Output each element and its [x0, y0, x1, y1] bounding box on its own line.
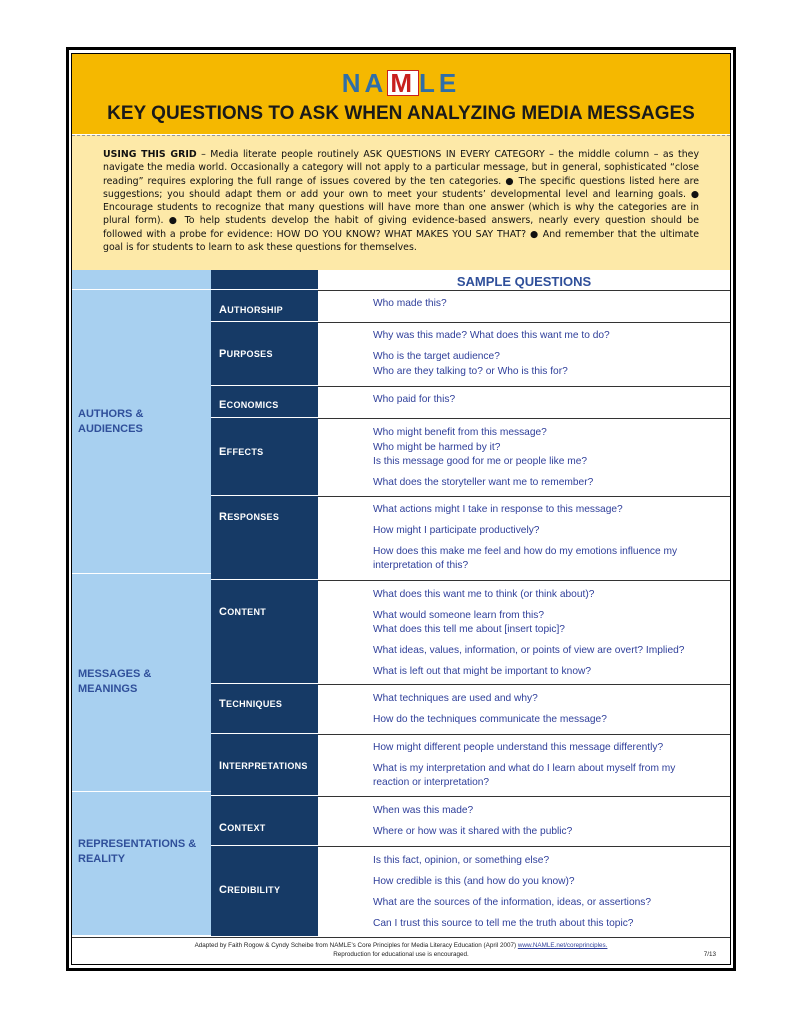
question: What ideas, values, information, or points of view are overt? Implied? — [373, 645, 685, 656]
question: interpretation of this? — [373, 560, 469, 571]
subcategory-purposes: PURPOSES — [211, 322, 318, 386]
category-messages-meanings: MESSAGES & MEANINGS — [72, 574, 211, 792]
question: What would someone learn from this? — [373, 610, 545, 621]
subcategory-techniques: TECHNIQUES — [211, 684, 318, 734]
questions-context — [318, 796, 730, 846]
intro-box — [72, 135, 730, 270]
subcategory-authorship: AUTHORSHIP — [211, 290, 318, 322]
questions-responses — [318, 496, 730, 580]
subcategory-column — [211, 270, 318, 936]
question: Who is the target audience? — [373, 351, 500, 362]
question: Who might be harmed by it? — [373, 442, 501, 453]
header — [72, 54, 730, 134]
category-header-spacer — [72, 270, 211, 290]
question: What are the sources of the information, ideas, or assertions? — [373, 897, 652, 908]
questions-effects — [318, 418, 730, 496]
question: What does this want me to think (or think about)? — [373, 589, 595, 600]
subcategory-interpretations: INTERPRETATIONS — [211, 734, 318, 796]
namle-logo: NA M LE — [341, 68, 461, 98]
question: What does this tell me about [insert topic]? — [373, 624, 565, 635]
question: reaction or interpretation? — [373, 777, 490, 788]
question: What is my interpretation and what do I learn about myself from my — [373, 763, 676, 774]
page-number: 7/13 — [703, 951, 716, 958]
page-title: KEY QUESTIONS TO ASK WHEN ANALYZING MEDIA MESSAGES — [107, 103, 695, 124]
question: What actions might I take in response to this message? — [373, 504, 623, 515]
question: Is this fact, opinion, or something else? — [373, 855, 550, 866]
question: Is this message good for me or people like me? — [373, 456, 588, 467]
page — [71, 53, 731, 965]
category-column — [72, 270, 211, 936]
question: What techniques are used and why? — [373, 693, 538, 704]
subcategory-economics: ECONOMICS — [211, 386, 318, 418]
core-principles-link[interactable]: www.NAMLE.net/coreprinciples. — [517, 942, 608, 949]
footer-credit: Adapted by Faith Rogow & Cyndy Scheibe from NAMLE’s Core Principles for Media Literacy Education (April 2007) www.NAMLE.net/coreprinciples. — [194, 942, 608, 949]
questions-interpretations — [318, 734, 730, 796]
subcategory-content: CONTENT — [211, 580, 318, 684]
question: How credible is this (and how do you know)? — [373, 876, 575, 887]
question: Who made this? — [373, 298, 447, 309]
question: Who paid for this? — [373, 394, 456, 405]
question: Who might benefit from this message? — [373, 427, 547, 438]
subcategory-effects: EFFECTS — [211, 418, 318, 496]
question: How might different people understand this message differently? — [373, 742, 664, 753]
footer-reproduction: Reproduction for educational use is encouraged. — [333, 951, 469, 958]
subcategory-context: CONTEXT — [211, 796, 318, 846]
question: What is left out that might be important to know? — [373, 666, 592, 677]
category-representations-reality: REPRESENTATIONS & REALITY — [72, 792, 211, 936]
questions-purposes — [318, 322, 730, 386]
intro-text: USING THIS GRID – Media literate people routinely ASK QUESTIONS IN EVERY CATEGORY – the middle column – as they navigate the media world. Occasionally a category will not apply to a particular message, but in general, sophisticated “close reading” requires exploring the full range of issues covered by the ten categories. ● The specific questions listed here are suggestions; you should adapt them or add your own to meet your students’ developmental level and learning goals. ● Encourage students to recognize that many questions will have more than one answer (which is why the categories are in plural form). ● To help students develop the habit of giving evidence-based answers, nearly every question should be followed with a probe for evidence: HOW DO YOU KNOW? WHAT MAKES YOU SAY THAT? ● And remember that the ultimate goal is for students to learn to ask these questions for themselves. — [103, 149, 699, 254]
questions-techniques — [318, 684, 730, 734]
question: What does the storyteller want me to remember? — [373, 477, 594, 488]
questions-content — [318, 580, 730, 684]
questions-authorship — [318, 290, 730, 322]
subcategory-responses: RESPONSES — [211, 496, 318, 580]
questions-credibility — [318, 846, 730, 936]
question: Why was this made? What does this want me to do? — [373, 330, 610, 341]
question: How do the techniques communicate the message? — [373, 714, 607, 725]
question: When was this made? — [373, 805, 474, 816]
question: Can I trust this source to tell me the truth about this topic? — [373, 918, 634, 929]
questions-economics — [318, 386, 730, 418]
footer — [72, 937, 730, 965]
category-authors-audiences: AUTHORS & AUDIENCES — [72, 290, 211, 574]
question: Where or how was it shared with the public? — [373, 826, 573, 837]
question: How might I participate productively? — [373, 525, 540, 536]
question: Who are they talking to? or Who is this for? — [373, 366, 568, 377]
subcategory-credibility: CREDIBILITY — [219, 884, 281, 896]
sample-questions-heading: SAMPLE QUESTIONS — [456, 274, 592, 289]
questions-column — [318, 270, 730, 936]
question: How does this make me feel and how do my emotions influence my — [373, 546, 678, 557]
